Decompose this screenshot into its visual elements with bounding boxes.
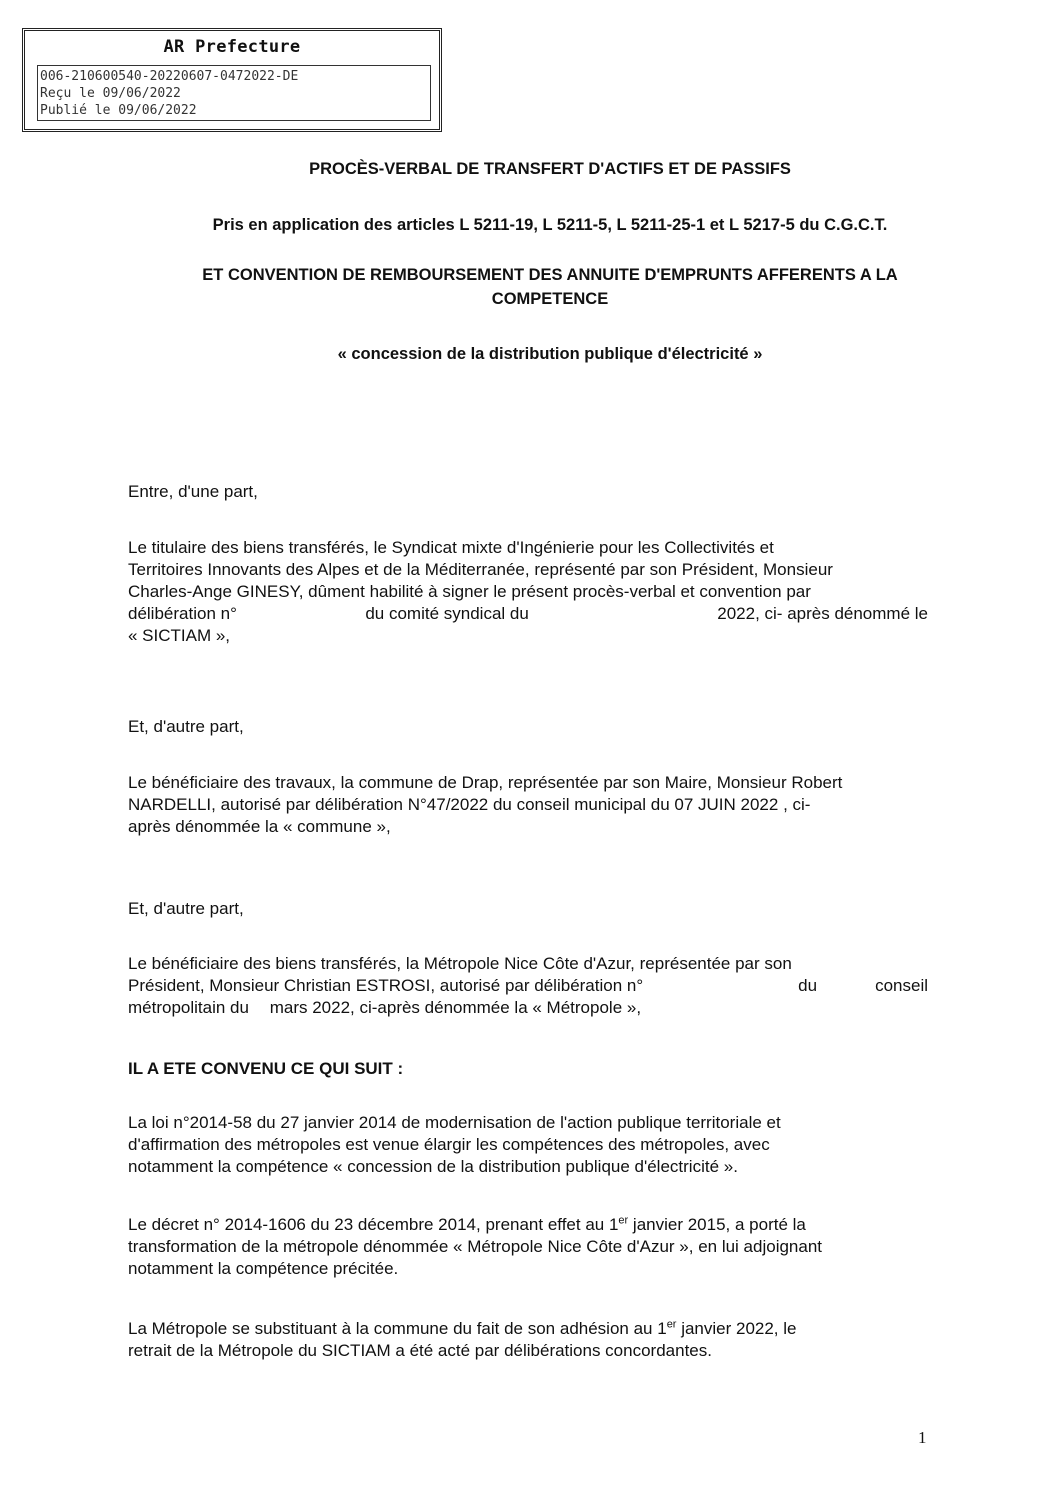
text-segment: Président, Monsieur Christian ESTROSI, autorisé par délibération n° bbox=[128, 976, 644, 995]
commune-paragraph bbox=[128, 772, 928, 838]
text-segment: janvier 2022, le bbox=[676, 1319, 797, 1338]
text-line bbox=[128, 603, 928, 625]
superscript: er bbox=[618, 1214, 629, 1227]
text-line: transformation de la métropole dénommée « Métropole Nice Côte d'Azur », en lui adjoignant bbox=[128, 1237, 823, 1256]
stamp-received-date: Reçu le 09/06/2022 bbox=[40, 86, 181, 101]
entre-line: Entre, d'une part, bbox=[128, 482, 258, 501]
text-line: Territoires Innovants des Alpes et de la Méditerranée, représenté par son Président, Monsieur bbox=[128, 560, 833, 579]
prefecture-stamp bbox=[22, 28, 442, 132]
stamp-title: AR Prefecture bbox=[163, 37, 301, 57]
autre-part-line-1: Et, d'autre part, bbox=[128, 717, 244, 736]
text-segment: délibération n° bbox=[128, 604, 237, 623]
text-line bbox=[128, 1214, 928, 1236]
text-line: après dénommée la « commune », bbox=[128, 817, 391, 836]
autre-part-line-2: Et, d'autre part, bbox=[128, 899, 244, 918]
text-segment: mars 2022, ci-après dénommée la « Métropole », bbox=[269, 998, 642, 1017]
text-segment: conseil bbox=[875, 976, 928, 995]
metropole-retrait-paragraph bbox=[128, 1318, 928, 1362]
text-segment: du bbox=[798, 976, 818, 995]
text-line: Charles-Ange GINESY, dûment habilité à signer le présent procès-verbal et convention par bbox=[128, 582, 811, 601]
page-number: 1 bbox=[918, 1428, 927, 1447]
concession-heading: « concession de la distribution publique d'électricité » bbox=[337, 345, 763, 363]
text-line: La loi n°2014-58 du 27 janvier 2014 de modernisation de l'action publique territoriale et bbox=[128, 1113, 781, 1132]
text-segment: La Métropole se substituant à la commune du fait de son adhésion au 1 bbox=[128, 1319, 667, 1338]
document-subtitle: Pris en application des articles L 5211-19, L 5211-5, L 5211-25-1 et L 5217-5 du C.G.C.T. bbox=[212, 216, 888, 234]
metropole-paragraph bbox=[128, 953, 928, 1019]
text-line: Le titulaire des biens transférés, le Syndicat mixte d'Ingénierie pour les Collectivités et bbox=[128, 538, 774, 557]
text-line: retrait de la Métropole du SICTIAM a été acté par délibérations concordantes. bbox=[128, 1341, 712, 1360]
convention-heading-line1: ET CONVENTION DE REMBOURSEMENT DES ANNUITE D'EMPRUNTS AFFERENTS A LA bbox=[202, 266, 898, 284]
superscript: er bbox=[666, 1318, 677, 1331]
text-line: « SICTIAM », bbox=[128, 626, 231, 645]
text-line: Le bénéficiaire des biens transférés, la Métropole Nice Côte d'Azur, représentée par son bbox=[128, 954, 792, 973]
text-line bbox=[128, 1318, 928, 1340]
text-segment: janvier 2015, a porté la bbox=[628, 1215, 806, 1234]
text-line: d'affirmation des métropoles est venue élargir les compétences des métropoles, avec bbox=[128, 1135, 770, 1154]
stamp-reference: 006-210600540-20220607-0472022-DE bbox=[40, 69, 299, 84]
text-line: Le bénéficiaire des travaux, la commune de Drap, représentée par son Maire, Monsieur Robert bbox=[128, 773, 843, 792]
text-segment: Le décret n° 2014-1606 du 23 décembre 2014, prenant effet au 1 bbox=[128, 1215, 619, 1234]
convenu-heading: IL A ETE CONVENU CE QUI SUIT : bbox=[128, 1059, 404, 1078]
text-line: notamment la compétence « concession de la distribution publique d'électricité ». bbox=[128, 1157, 738, 1176]
text-segment: métropolitain du bbox=[128, 998, 249, 1017]
text-line bbox=[128, 975, 928, 997]
decret-paragraph bbox=[128, 1214, 928, 1280]
stamp-details bbox=[37, 65, 431, 121]
sictiam-paragraph bbox=[128, 537, 928, 647]
document-title: PROCÈS-VERBAL DE TRANSFERT D'ACTIFS ET DE PASSIFS bbox=[309, 160, 791, 178]
text-line: NARDELLI, autorisé par délibération N°47/2022 du conseil municipal du 07 JUIN 2022 , ci- bbox=[128, 795, 811, 814]
text-segment: du comité syndical du bbox=[365, 604, 529, 623]
text-line: notamment la compétence précitée. bbox=[128, 1259, 399, 1278]
convention-heading-line2: COMPETENCE bbox=[491, 290, 609, 308]
text-segment: 2022, ci- après dénommé le bbox=[717, 604, 928, 623]
text-line bbox=[128, 997, 928, 1019]
stamp-published-date: Publié le 09/06/2022 bbox=[40, 103, 197, 118]
loi-paragraph bbox=[128, 1112, 928, 1178]
